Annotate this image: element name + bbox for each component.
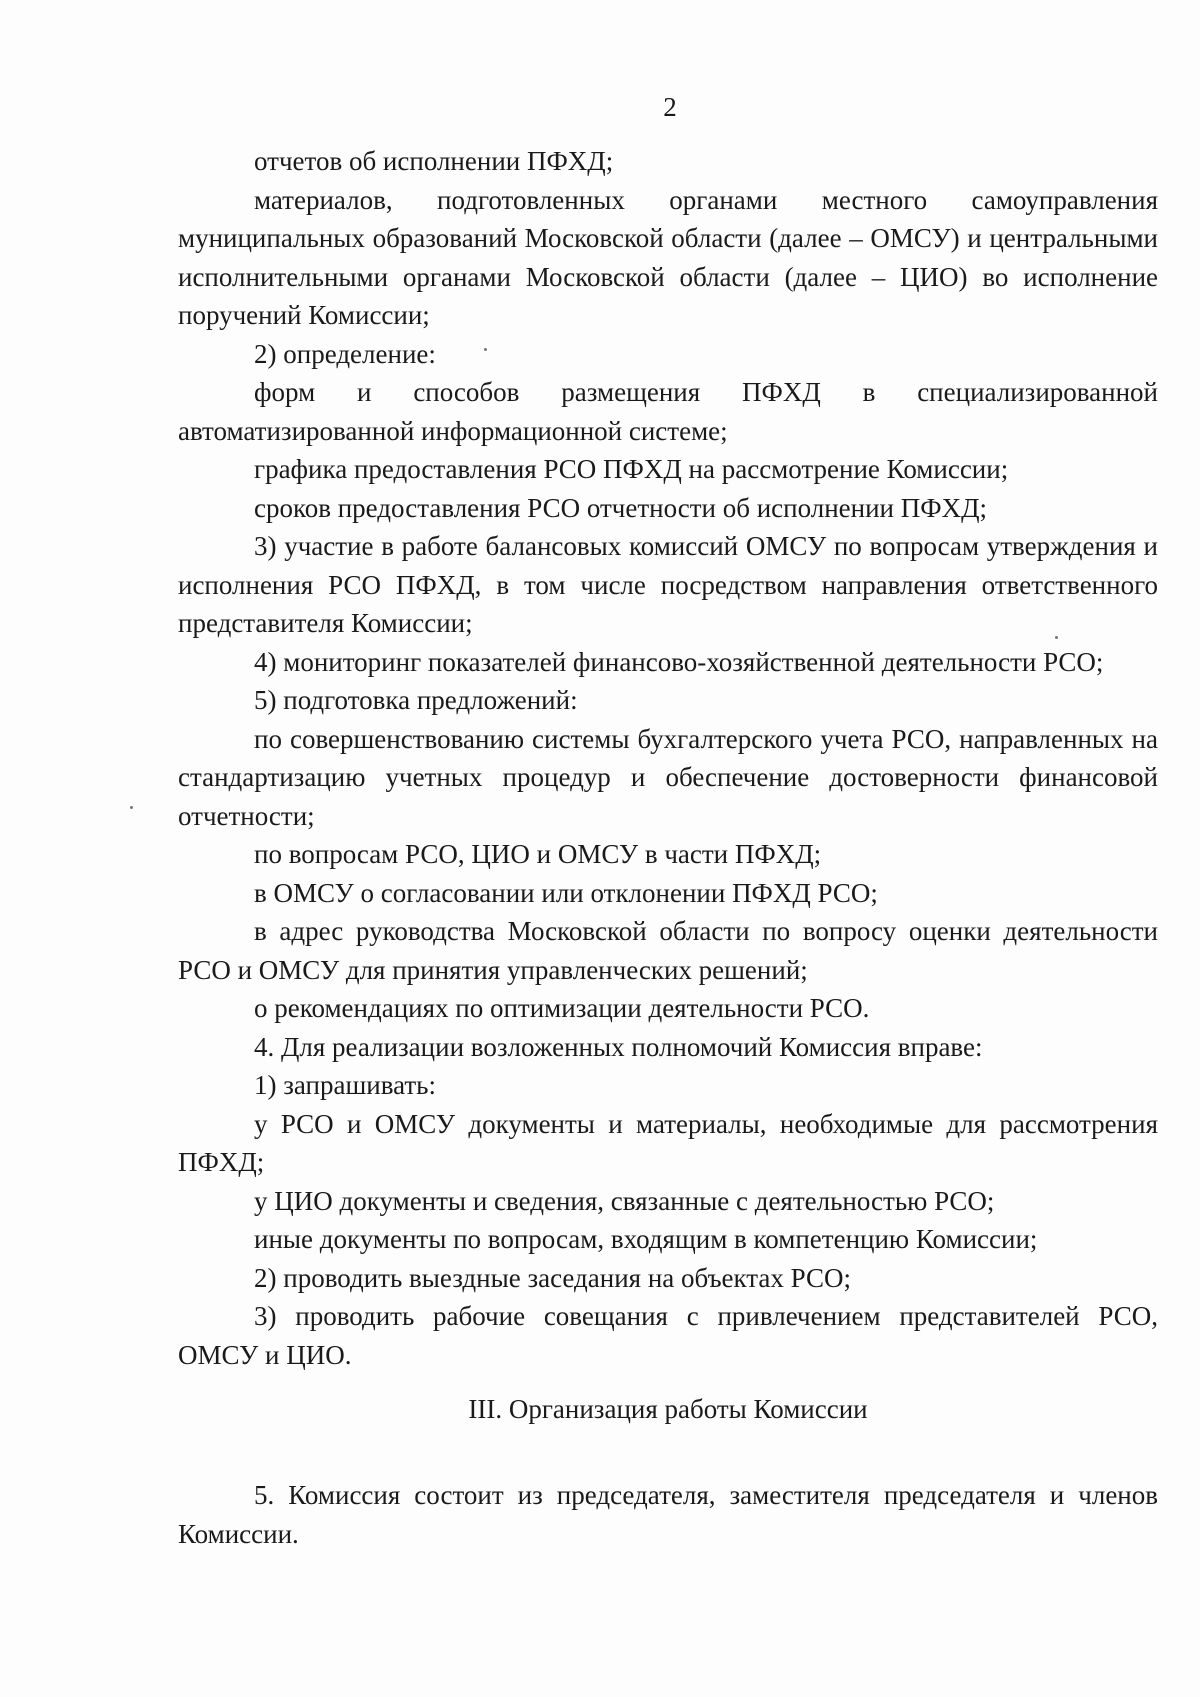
paragraph: отчетов об исполнении ПФХД;: [254, 146, 614, 176]
section-heading: III. Организация работы Комиссии: [468, 1394, 868, 1424]
page-number: 2: [663, 92, 677, 122]
scan-speck: [1055, 636, 1058, 639]
paragraph: 3) участие в работе балансовых комиссий ОМСУ по вопросам утверждения и исполнения РСО ПФХД, в том числе посредством направления ответственного представителя Комиссии;: [178, 531, 1158, 638]
scan-speck: [130, 806, 133, 809]
paragraph: в адрес руководства Московской области по вопросу оценки деятельности РСО и ОМСУ для принятия управленческих решений;: [178, 916, 1158, 985]
paragraph: форм и способов размещения ПФХД в специализированной автоматизированной информационной системе;: [178, 377, 1158, 446]
paragraph: 3) проводить рабочие совещания с привлечением представителей РСО, ОМСУ и ЦИО.: [178, 1301, 1158, 1370]
paragraph: сроков предоставления РСО отчетности об исполнении ПФХД;: [254, 492, 988, 523]
paragraph: у ЦИО документы и сведения, связанные с деятельностью РСО;: [254, 1185, 995, 1216]
paragraph: по совершенствованию системы бухгалтерского учета РСО, направленных на стандартизацию учетных процедур и обеспечение достоверности финансовой отчетности;: [178, 723, 1158, 831]
paragraph: по вопросам РСО, ЦИО и ОМСУ в части ПФХД;: [254, 839, 822, 869]
paragraph: 2) проводить выездные заседания на объектах РСО;: [254, 1262, 852, 1293]
closing-text: [178, 1476, 1158, 1553]
paragraph: 2) определение:: [254, 338, 436, 369]
paragraph: материалов, подготовленных органами местного самоуправления муниципальных образований Московской области (далее – ОМСУ) и центральными исполнительными органами Московской области (далее – ЦИО) во исполнение поручений Комиссии;: [178, 184, 1158, 330]
paragraph: иные документы по вопросам, входящим в компетенцию Комиссии;: [254, 1224, 1038, 1254]
scan-speck: [484, 348, 487, 351]
paragraph: графика предоставления РСО ПФХД на рассмотрение Комиссии;: [254, 454, 1009, 484]
paragraph: 4) мониторинг показателей финансово-хозяйственной деятельности РСО;: [254, 646, 1104, 677]
paragraph: о рекомендациях по оптимизации деятельности РСО.: [254, 993, 870, 1023]
paragraph: 1) запрашивать:: [254, 1070, 436, 1100]
paragraph: 5. Комиссия состоит из председателя, заместителя председателя и членов Комиссии.: [178, 1480, 1158, 1549]
paragraph: в ОМСУ о согласовании или отклонении ПФХД РСО;: [254, 877, 878, 908]
paragraph: 5) подготовка предложений:: [254, 685, 578, 715]
paragraph: у РСО и ОМСУ документы и материалы, необходимые для рассмотрения ПФХД;: [178, 1108, 1158, 1177]
paragraph: 4. Для реализации возложенных полномочий Комиссия вправе:: [254, 1031, 983, 1062]
body-text: [178, 142, 1158, 1374]
